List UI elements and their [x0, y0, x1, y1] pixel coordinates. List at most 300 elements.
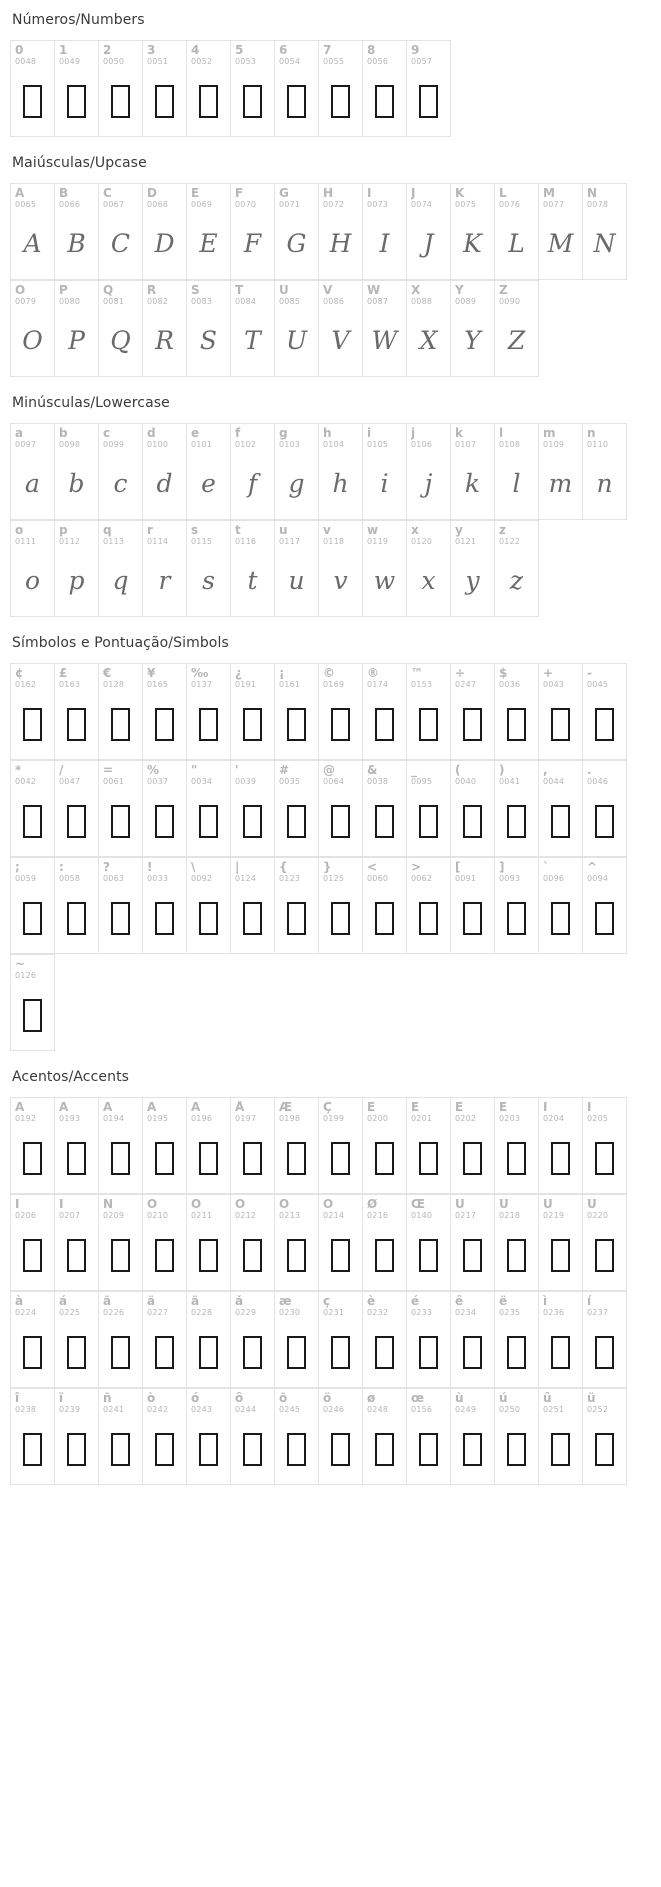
glyph-unicode-code: 0035 [279, 777, 301, 786]
glyph-cell[interactable] [231, 41, 275, 137]
glyph-unicode-code: 0251 [543, 1405, 565, 1414]
glyph-cell[interactable] [187, 761, 231, 857]
glyph-unicode-code: 0227 [147, 1308, 169, 1317]
glyph-cell[interactable] [583, 424, 627, 520]
glyph-meta [363, 41, 406, 66]
glyph-cell[interactable] [99, 1292, 143, 1388]
glyph-character-label: ) [499, 764, 505, 777]
glyph-cell[interactable] [187, 1098, 231, 1194]
glyph-cell[interactable] [319, 1389, 363, 1485]
glyph-cell[interactable] [495, 521, 539, 617]
glyph-cell[interactable] [451, 521, 495, 617]
glyph-cell[interactable] [275, 664, 319, 760]
glyph-cell[interactable] [407, 184, 451, 280]
glyph-cell[interactable] [583, 664, 627, 760]
glyph-character-label: _ [411, 764, 417, 777]
glyph-cell[interactable] [11, 424, 55, 520]
glyph-cell[interactable] [319, 521, 363, 617]
glyph-cell[interactable] [231, 1292, 275, 1388]
glyph-cell[interactable] [143, 858, 187, 954]
glyph-cell[interactable] [583, 1292, 627, 1388]
glyph-cell[interactable] [539, 664, 583, 760]
glyph-meta [231, 664, 274, 689]
glyph-unicode-code: 0089 [455, 297, 477, 306]
glyph-cell[interactable] [11, 1389, 55, 1485]
glyph-character-label: * [15, 764, 22, 777]
missing-glyph-icon [287, 1336, 306, 1369]
glyph-cell[interactable] [451, 858, 495, 954]
glyph-preview [187, 695, 230, 753]
glyph-section-numbers [0, 0, 661, 137]
glyph-cell[interactable] [407, 281, 451, 377]
glyph-cell[interactable] [363, 1292, 407, 1388]
glyph-preview [99, 1226, 142, 1284]
glyph-cell[interactable] [275, 1098, 319, 1194]
glyph-cell[interactable] [99, 664, 143, 760]
glyph-cell[interactable] [275, 521, 319, 617]
glyph-character-label: Ã [147, 1101, 157, 1114]
missing-glyph-icon [595, 805, 614, 838]
glyph-unicode-code: 0241 [103, 1405, 125, 1414]
glyph-cell[interactable] [407, 1389, 451, 1485]
glyph-character-label: æ [279, 1295, 292, 1308]
glyph-cell[interactable] [451, 761, 495, 857]
glyph-unicode-code: 0249 [455, 1405, 477, 1414]
glyph-cell[interactable] [231, 858, 275, 954]
glyph-meta [11, 761, 54, 786]
glyph-cell[interactable] [495, 1195, 539, 1291]
glyph-cell[interactable] [231, 1098, 275, 1194]
glyph-cell[interactable] [11, 664, 55, 760]
glyph-cell[interactable] [143, 1292, 187, 1388]
glyph-cell[interactable] [451, 1098, 495, 1194]
glyph-character-label: Ô [235, 1198, 246, 1211]
glyph-character-label: n [587, 427, 596, 440]
glyph-meta [231, 1292, 274, 1317]
glyph-character-label: K [455, 187, 465, 200]
glyph-cell[interactable] [99, 1389, 143, 1485]
glyph-cell[interactable] [55, 1195, 99, 1291]
glyph-character-label: Ö [323, 1198, 334, 1211]
glyph-unicode-code: 0201 [411, 1114, 433, 1123]
glyph-cell[interactable] [275, 1195, 319, 1291]
glyph-cell[interactable] [231, 1195, 275, 1291]
glyph-cell[interactable] [363, 1389, 407, 1485]
glyph-meta [99, 281, 142, 306]
glyph-character-label: T [235, 284, 244, 297]
glyph-cell[interactable] [451, 1195, 495, 1291]
glyph-cell[interactable] [495, 1292, 539, 1388]
glyph-cell[interactable] [275, 761, 319, 857]
glyph-cell[interactable] [11, 1292, 55, 1388]
glyph-cell[interactable] [187, 184, 231, 280]
glyph-cell[interactable] [143, 184, 187, 280]
glyph-unicode-code: 0237 [587, 1308, 609, 1317]
glyph-cell[interactable] [99, 521, 143, 617]
glyph-preview [187, 792, 230, 850]
glyph-cell[interactable] [99, 281, 143, 377]
glyph-meta [143, 521, 186, 546]
glyph-cell[interactable] [495, 1389, 539, 1485]
glyph-meta [495, 761, 538, 786]
glyph-cell[interactable] [539, 858, 583, 954]
glyph-cell[interactable] [583, 1389, 627, 1485]
glyph-cell[interactable] [55, 1098, 99, 1194]
glyph-cell[interactable] [143, 281, 187, 377]
glyph-meta [451, 1195, 494, 1220]
glyph-character-label: î [15, 1392, 20, 1405]
glyph-preview [11, 1323, 54, 1381]
glyph-preview [319, 1420, 362, 1478]
glyph-cell[interactable] [187, 521, 231, 617]
glyph-cell[interactable] [319, 858, 363, 954]
glyph-cell[interactable] [275, 1389, 319, 1485]
glyph-meta [363, 184, 406, 209]
glyph-cell[interactable] [55, 1292, 99, 1388]
glyph-preview [407, 792, 450, 850]
glyph-cell[interactable] [407, 664, 451, 760]
glyph-character-label: r [147, 524, 153, 537]
glyph-cell[interactable] [319, 41, 363, 137]
glyph-unicode-code: 0081 [103, 297, 125, 306]
glyph-unicode-code: 0111 [15, 537, 37, 546]
glyph-unicode-code: 0065 [15, 200, 37, 209]
glyph-cell[interactable] [583, 184, 627, 280]
glyph-cell[interactable] [143, 1098, 187, 1194]
glyph-character-label: © [323, 667, 335, 680]
glyph-character-label: o [15, 524, 24, 537]
glyph-cell[interactable] [363, 281, 407, 377]
glyph-cell[interactable] [583, 761, 627, 857]
glyph-cell[interactable] [539, 424, 583, 520]
glyph-character-label: g [279, 427, 288, 440]
glyph-character-label: ? [103, 861, 110, 874]
glyph-cell[interactable] [407, 1292, 451, 1388]
glyph-unicode-code: 0121 [455, 537, 477, 546]
glyph-cell[interactable] [187, 858, 231, 954]
glyph-cell[interactable] [539, 184, 583, 280]
glyph-preview: w [373, 566, 396, 595]
glyph-unicode-code: 0192 [15, 1114, 37, 1123]
glyph-cell[interactable] [319, 424, 363, 520]
glyph-character-label: , [543, 764, 548, 777]
glyph-unicode-code: 0118 [323, 537, 345, 546]
glyph-cell[interactable] [539, 1389, 583, 1485]
glyph-cell[interactable] [55, 41, 99, 137]
glyph-meta [11, 521, 54, 546]
glyph-meta [231, 858, 274, 883]
glyph-unicode-code: 0064 [323, 777, 345, 786]
glyph-meta [231, 521, 274, 546]
glyph-cell[interactable] [583, 858, 627, 954]
glyph-grid [0, 1097, 661, 1485]
glyph-meta [99, 424, 142, 449]
glyph-cell[interactable] [11, 1098, 55, 1194]
glyph-character-label: Å [235, 1101, 245, 1114]
missing-glyph-icon [375, 1239, 394, 1272]
glyph-unicode-code: 0066 [59, 200, 81, 209]
glyph-cell[interactable] [451, 184, 495, 280]
glyph-character-label: ¿ [235, 667, 242, 680]
glyph-cell[interactable] [451, 281, 495, 377]
missing-glyph-icon [419, 902, 438, 935]
missing-glyph-icon [551, 902, 570, 935]
glyph-cell[interactable] [231, 281, 275, 377]
glyph-meta [187, 424, 230, 449]
glyph-cell[interactable] [363, 1195, 407, 1291]
glyph-cell[interactable] [99, 184, 143, 280]
glyph-cell[interactable] [407, 761, 451, 857]
glyph-cell[interactable] [55, 664, 99, 760]
glyph-cell[interactable] [55, 424, 99, 520]
glyph-meta [11, 664, 54, 689]
missing-glyph-icon [111, 708, 130, 741]
glyph-cell[interactable] [143, 41, 187, 137]
glyph-cell[interactable] [11, 521, 55, 617]
glyph-cell[interactable] [11, 858, 55, 954]
glyph-character-label: 3 [147, 44, 156, 57]
glyph-cell[interactable] [99, 761, 143, 857]
glyph-cell[interactable] [143, 1195, 187, 1291]
glyph-character-label: ñ [103, 1392, 112, 1405]
glyph-cell[interactable] [583, 1098, 627, 1194]
glyph-cell[interactable] [231, 424, 275, 520]
glyph-cell[interactable] [407, 521, 451, 617]
glyph-unicode-code: 0244 [235, 1405, 257, 1414]
glyph-meta [11, 184, 54, 209]
glyph-character-label: ú [499, 1392, 508, 1405]
glyph-cell[interactable] [495, 184, 539, 280]
glyph-character-label: F [235, 187, 244, 200]
glyph-cell[interactable] [407, 858, 451, 954]
glyph-character-label: Ë [499, 1101, 508, 1114]
glyph-cell[interactable] [363, 1098, 407, 1194]
glyph-preview: B [67, 229, 86, 258]
missing-glyph-icon [463, 1239, 482, 1272]
glyph-preview: y [465, 566, 480, 595]
missing-glyph-icon [111, 85, 130, 118]
glyph-character-label: ~ [15, 958, 26, 971]
glyph-meta [143, 184, 186, 209]
glyph-cell[interactable] [363, 184, 407, 280]
glyph-cell[interactable] [407, 424, 451, 520]
glyph-meta [11, 424, 54, 449]
glyph-cell[interactable] [231, 761, 275, 857]
glyph-cell[interactable] [11, 41, 55, 137]
glyph-unicode-code: 0097 [15, 440, 37, 449]
glyph-character-label: £ [59, 667, 68, 680]
glyph-cell[interactable] [495, 424, 539, 520]
glyph-preview [319, 1323, 362, 1381]
glyph-cell[interactable] [143, 424, 187, 520]
glyph-unicode-code: 0036 [499, 680, 521, 689]
glyph-character-label: E [191, 187, 200, 200]
glyph-cell[interactable] [187, 281, 231, 377]
glyph-character-label: e [191, 427, 200, 440]
glyph-cell[interactable] [99, 424, 143, 520]
glyph-cell[interactable] [451, 664, 495, 760]
glyph-cell[interactable] [99, 41, 143, 137]
section-title: Maiúsculas/Upcase [12, 155, 147, 171]
glyph-preview [275, 1226, 318, 1284]
glyph-cell[interactable] [11, 955, 55, 1051]
glyph-cell[interactable] [275, 858, 319, 954]
glyph-cell[interactable] [11, 281, 55, 377]
glyph-unicode-code: 0119 [367, 537, 389, 546]
glyph-unicode-code: 0234 [455, 1308, 477, 1317]
missing-glyph-icon [243, 1433, 262, 1466]
glyph-cell[interactable] [231, 184, 275, 280]
glyph-preview: q [112, 566, 129, 595]
glyph-cell[interactable] [99, 858, 143, 954]
glyph-cell[interactable] [55, 521, 99, 617]
glyph-cell[interactable] [451, 424, 495, 520]
glyph-cell[interactable] [275, 281, 319, 377]
glyph-preview: F [243, 229, 262, 258]
missing-glyph-icon [243, 708, 262, 741]
glyph-cell[interactable] [319, 1195, 363, 1291]
glyph-character-label: Â [103, 1101, 113, 1114]
missing-glyph-icon [199, 1239, 218, 1272]
glyph-cell[interactable] [143, 664, 187, 760]
glyph-cell[interactable] [451, 1292, 495, 1388]
glyph-character-label: S [191, 284, 200, 297]
glyph-meta [363, 1195, 406, 1220]
glyph-unicode-code: 0085 [279, 297, 301, 306]
glyph-cell[interactable] [539, 1292, 583, 1388]
glyph-character-label: û [543, 1392, 552, 1405]
glyph-cell[interactable] [539, 1098, 583, 1194]
glyph-character-label: ™ [411, 667, 423, 680]
glyph-unicode-code: 0071 [279, 200, 301, 209]
glyph-cell[interactable] [495, 1098, 539, 1194]
glyph-cell[interactable] [363, 41, 407, 137]
glyph-unicode-code: 0100 [147, 440, 169, 449]
glyph-cell[interactable] [275, 1292, 319, 1388]
glyph-preview: Y [464, 326, 481, 355]
glyph-preview [99, 72, 142, 130]
glyph-cell[interactable] [451, 1389, 495, 1485]
glyph-meta [451, 1098, 494, 1123]
glyph-character-label: 6 [279, 44, 288, 57]
glyph-meta [143, 424, 186, 449]
glyph-cell[interactable] [187, 1292, 231, 1388]
glyph-meta [275, 1292, 318, 1317]
glyph-cell[interactable] [319, 1292, 363, 1388]
glyph-character-label: w [367, 524, 379, 537]
glyph-character-label: I [367, 187, 372, 200]
glyph-meta [495, 1195, 538, 1220]
glyph-cell[interactable] [11, 761, 55, 857]
glyph-cell[interactable] [143, 761, 187, 857]
glyph-cell[interactable] [319, 761, 363, 857]
glyph-unicode-code: 0239 [59, 1405, 81, 1414]
glyph-cell[interactable] [55, 281, 99, 377]
glyph-preview [143, 695, 186, 753]
glyph-cell[interactable] [407, 1195, 451, 1291]
glyph-meta [99, 1195, 142, 1220]
glyph-cell[interactable] [11, 1195, 55, 1291]
glyph-character-label: Ê [455, 1101, 464, 1114]
glyph-preview: R [155, 326, 174, 355]
glyph-cell[interactable] [495, 858, 539, 954]
glyph-cell[interactable] [187, 664, 231, 760]
glyph-character-label: # [279, 764, 290, 777]
glyph-cell[interactable] [231, 1389, 275, 1485]
glyph-cell[interactable] [407, 41, 451, 137]
glyph-meta [495, 1098, 538, 1123]
glyph-unicode-code: 0087 [367, 297, 389, 306]
glyph-meta [187, 184, 230, 209]
glyph-cell[interactable] [187, 1195, 231, 1291]
glyph-cell[interactable] [187, 1389, 231, 1485]
glyph-cell[interactable] [319, 184, 363, 280]
glyph-cell[interactable] [275, 424, 319, 520]
glyph-unicode-code: 0063 [103, 874, 125, 883]
glyph-preview [451, 1323, 494, 1381]
glyph-cell[interactable] [363, 424, 407, 520]
glyph-cell[interactable] [363, 664, 407, 760]
glyph-cell[interactable] [363, 521, 407, 617]
glyph-cell[interactable] [143, 1389, 187, 1485]
glyph-row [10, 423, 627, 520]
glyph-cell[interactable] [275, 184, 319, 280]
glyph-meta [539, 1389, 582, 1414]
glyph-character-label: D [147, 187, 157, 200]
missing-glyph-icon [331, 708, 350, 741]
glyph-cell[interactable] [143, 521, 187, 617]
glyph-cell[interactable] [583, 1195, 627, 1291]
glyph-unicode-code: 0153 [411, 680, 433, 689]
glyph-cell[interactable] [407, 1098, 451, 1194]
glyph-cell[interactable] [55, 858, 99, 954]
glyph-cell[interactable] [99, 1098, 143, 1194]
glyph-cell[interactable] [11, 184, 55, 280]
glyph-cell[interactable] [55, 184, 99, 280]
glyph-cell[interactable] [495, 664, 539, 760]
glyph-cell[interactable] [319, 1098, 363, 1194]
glyph-cell[interactable] [363, 761, 407, 857]
glyph-cell[interactable] [275, 41, 319, 137]
glyph-cell[interactable] [231, 521, 275, 617]
glyph-cell[interactable] [55, 761, 99, 857]
glyph-unicode-code: 0252 [587, 1405, 609, 1414]
glyph-cell[interactable] [495, 761, 539, 857]
glyph-cell[interactable] [187, 41, 231, 137]
glyph-cell[interactable] [539, 761, 583, 857]
glyph-cell[interactable] [495, 281, 539, 377]
glyph-cell[interactable] [55, 1389, 99, 1485]
glyph-preview [99, 1129, 142, 1187]
glyph-cell[interactable] [99, 1195, 143, 1291]
glyph-character-label: c [103, 427, 111, 440]
missing-glyph-icon [595, 1336, 614, 1369]
glyph-preview [495, 1323, 538, 1381]
glyph-preview [231, 1323, 274, 1381]
glyph-cell[interactable] [231, 664, 275, 760]
glyph-cell[interactable] [363, 858, 407, 954]
glyph-cell[interactable] [319, 664, 363, 760]
glyph-cell[interactable] [319, 281, 363, 377]
glyph-cell[interactable] [187, 424, 231, 520]
glyph-unicode-code: 0057 [411, 57, 433, 66]
glyph-unicode-code: 0120 [411, 537, 433, 546]
glyph-character-label: C [103, 187, 112, 200]
glyph-preview [187, 72, 230, 130]
glyph-meta [407, 41, 450, 66]
glyph-cell[interactable] [539, 1195, 583, 1291]
missing-glyph-icon [551, 1142, 570, 1175]
